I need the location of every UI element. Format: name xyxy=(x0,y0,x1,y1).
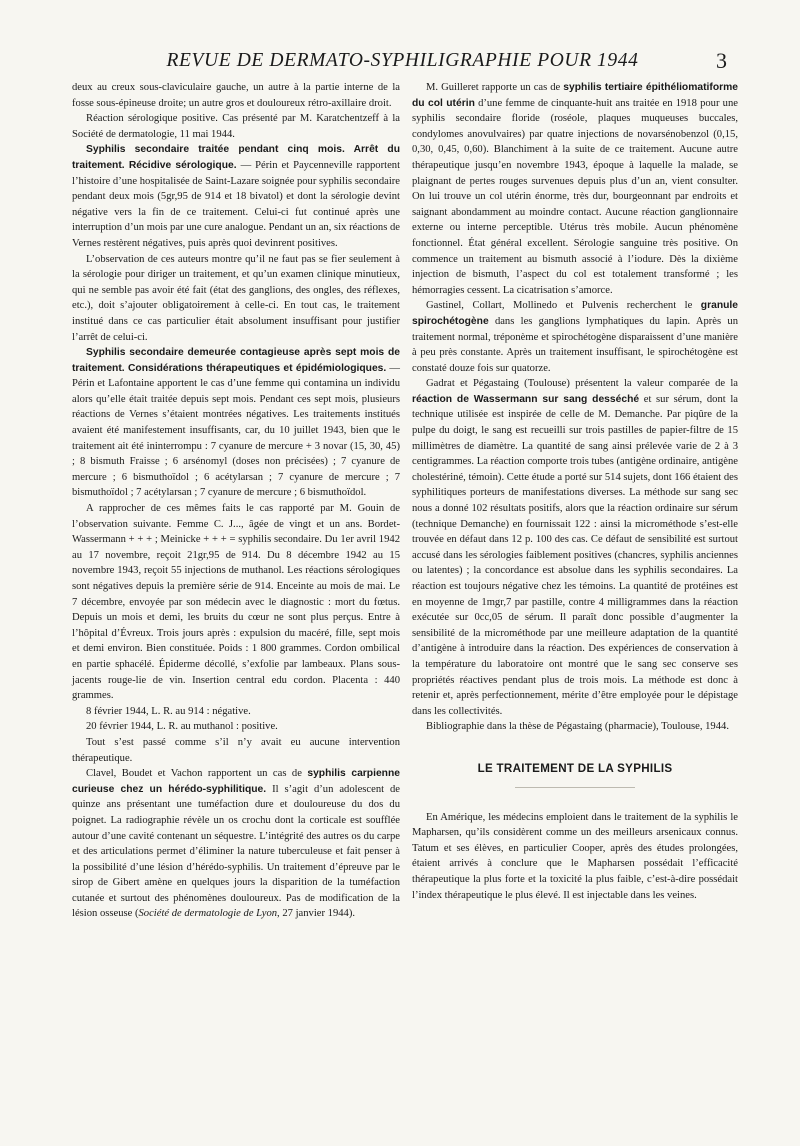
case-lead: Gadrat et Pégastaing (Toulouse) présentent la valeur comparée de la xyxy=(426,378,738,390)
case-title: syphilis tertiaire épithéliomatiforme du col utérin xyxy=(412,82,739,109)
case-text: d’une femme de cinquante-huit ans traitée en 1918 pour une syphilis secondaire floride (roséole, plaques muqueuses buccales, condylomes anovulvaires) par quatre injections de novarsénobenzol (0,15, 0,30, 0,45, 0,60). Blanchiment à la suite de ce traitement. Aucune autre thérapeutique jusqu’en novembre 1943, époque à laquelle la malade, se plaignant de pertes rouges survenues depuis plus d’un an, vient consulter. On lui trouve un col utérin énorme, très dur, bourgeonnant par endroits et saignant abondamment au moindre contact. Aucune réaction ganglionnaire externe ou interne perceptible. Utérus très mobile. Aucun phénomène fonctionnel. État général excellent. Sérologie sanguine très positive. On commence un traitement au bismuth associé à l’iodure. Dès la dixième injection de bismuth, l’aspect du col est totalement transformé ; les hémorragies cessent. La cicatrisation s’amorce. xyxy=(412,97,738,296)
paragraph: deux au creux sous-claviculaire gauche, un autre à la partie interne de la fosse sous-épineuse droite; un autre gros et douloureux rétro-axillaire droit. xyxy=(72,82,400,109)
case-lead: Gastinel, Collart, Mollinedo et Pulvenis recherchent le xyxy=(426,300,701,312)
case-title: syphilis carpienne curieuse chez un hérédo-syphilitique. xyxy=(72,768,400,795)
paragraph: 8 février 1944, L. R. au 914 : négative. xyxy=(86,705,251,717)
paragraph: L’observation de ces auteurs montre qu’il ne faut pas se fier seulement à la sérologie pour diriger un traitement, et qu’un examen clinique minutieux, qui ne semble pas avoir été fait (état des ganglions, des ongles, des réflexes, etc.), doit s’ajouter obligatoirement à celle-ci. En tout cas, le traitement institué dans ce cas particulier était absolument insuffisant pour justifier l’arrêt de celui-ci. xyxy=(72,253,400,343)
case-title: réaction de Wassermann sur sang desséché xyxy=(412,393,640,405)
paragraph xyxy=(412,298,738,376)
case-title: granule spirochétogène xyxy=(412,300,738,327)
case-text: — Périn et Lafontaine apportent le cas d’une femme qui contamina un individu alors qu’elle était traitée depuis sept mois. Pendant ces sept mois, plusieurs réactions de Vernes s’étaient montrées négatives. Les traitements institués avaient été manifestement insuffisants, car, du 10 juillet 1943, bien que le traitement ait été ininterrompu : 7 cyanure de mercure + 3 novar (15, 30, 45) ; 8 bismuth Fraisse ; 6 arsénomyl (doses non précisées) ; 7 cyanure de mercure ; 6 bismuthoïdol ; 6 acétylarsan ; 7 cyanure de mercure ; 7 bismuthoïdol ; 7 acétylarsan ; 7 cyanure de mercure ; 6 bismuthoïdol. xyxy=(72,362,400,499)
paragraph xyxy=(412,80,738,298)
running-title: REVUE DE DERMATO-SYPHILIGRAPHIE POUR 1944 xyxy=(166,50,639,71)
paragraph: En Amérique, les médecins emploient dans le traitement de la syphilis le Mapharsen, qu’ils considèrent comme un des meilleurs arsenicaux connus. Tatum et ses élèves, en particulier Cooper, après des études prolongées, étaient arrivés à conclure que le Mapharsen possédait l’efficacité thérapeutique la plus forte et la toxicité la plus faible, c’est-à-dire possédait l’index thérapeutique le plus élevé. Il est injectable dans les veines. xyxy=(412,811,738,901)
case-text: — Périn et Paycenneville rapportent l’histoire d’une hospitalisée de Saint-Lazare soignée pour syphilis secondaire pendant deux mois (5gr,95 de 914 et 18 bivatol) et dont la sérologie devint négative vers la fin de ce traitement. Celui-ci fut continué après une interruption d’un mois par une cure analogue. Pendant un an, six réactions de Vernes restèrent négatives, puis après quoi devinrent positives. xyxy=(72,159,401,249)
case-title: Syphilis secondaire traitée pendant cinq mois. Arrêt du traitement. Récidive sérologique. xyxy=(72,144,400,171)
paragraph: 20 février 1944, L. R. au muthanol : positive. xyxy=(86,721,278,733)
page-number: 3 xyxy=(716,48,727,73)
section-title: LE TRAITEMENT DE LA SYPHILIS xyxy=(412,761,738,788)
case-lead: Clavel, Boudet et Vachon rapportent un cas de xyxy=(86,768,308,780)
paragraph xyxy=(72,766,400,922)
case-lead: M. Guilleret rapporte un cas de xyxy=(426,82,564,93)
case-text-end: , 27 janvier 1944). xyxy=(277,908,356,920)
paragraph: Tout s’est passé comme s’il n’y avait eu aucune intervention thérapeutique. xyxy=(72,736,400,764)
paragraph xyxy=(72,142,400,251)
case-text: et sur sérum, dont la technique utilisée est inspirée de celle de M. Demanche. Par piqûre de la pulpe du doigt, le sang est recueilli sur trois pastilles de papier-filtre de 15 millimètres de diamètre. La quantité de sang ainsi prélevée varie de 2 à 3 centigrammes. La réaction comporte trois tubes (antigène ordinaire, antigène cholestériné, témoin). Cette étude a porté sur 514 sujets, dont 166 étaient des syphilitiques porteurs de manifestations diverses. La méthode sur sang sec nous a donné 102 résultats positifs, alors que la réaction ordinaire sur sérum (technique Demanche) en fournissait 122 : ainsi la microméthode s’est-elle trouvée en défaut dans 12 p. 100 des cas. Ce défaut de sensibilité est surtout accusé dans les sérologies faiblement positives (chancres, syphilis anciennes ou latentes) ; la concordance est absolue dans les syphilis secondaires. La réaction est toujours négative chez les témoins. La quantité de protéines est en moyenne de 1mgr,7 par pastille, contre 4 milligrammes dans la réaction exécutée sur 0cc,05 de sérum. Il paraît donc possible d’augmenter la sensibilité de la microméthode par une meilleure adaptation de la quantité d’antigène à introduire dans la réaction. Des expériences de conservation à la température du laboratoire ont montré que le sang sec conserve ses propriétés réactives pendant plus de trois mois. La méthode est donc à retenir et, après perfectionnement, mérite d’être employée pour le dépistage dans les collectivités. xyxy=(412,393,738,717)
case-text: Il s’agit d’un adolescent de quinze ans présentant une tuméfaction dure et douloureuse du dos du poignet. La radiographie révèle un os crochu dont la corticale est soufflée autour d’une cavité contenant un séquestre. L’intégrité des autres os du carpe et des articulations permet d’éliminer la nature tuberculeuse et fait penser à la possibilité d’une lésion d’hérédo-syphilis. Un traitement d’épreuve par le sirop de Gibert amène en quelques jours la disparition de la tuméfaction cutanée et surtout des phénomènes douloureux. Pas de modification de la lésion osseuse ( xyxy=(72,783,400,920)
left-column xyxy=(72,80,400,922)
paragraph xyxy=(72,345,400,501)
citation: Société de dermatologie de Lyon xyxy=(138,908,278,920)
right-column xyxy=(412,80,738,903)
bibliography-note: Bibliographie dans la thèse de Pégastaing (pharmacie), Toulouse, 1944. xyxy=(426,721,729,733)
case-text: dans les ganglions lymphatiques du lapin. Après un traitement normal, tréponème et spirochétogène disparaissent d’une manière à peu près constante. Après un traitement insuffisant, le spirochétogène est constaté douze fois sur quatorze. xyxy=(412,315,738,374)
paragraph: Réaction sérologique positive. Cas présenté par M. Karatchentzeff à la Société de dermatologie, 11 mai 1944. xyxy=(72,113,400,140)
paragraph: A rapprocher de ces mêmes faits le cas rapporté par M. Gouin de l’observation suivante. Femme C. J..., âgée de vingt et un ans. Bordet-Wassermann + + + ; Meinicke + + + = syphilis secondaire. Du 1er avril 1942 au 17 novembre, reçoit 21gr,95 de 914. Du 8 décembre 1942 au 15 novembre 1943, reçoit 55 injections de muthanol. Les réactions sérologiques sont négatives depuis la première série de 914. Enceinte au mois de mai. Le 7 décembre, envoyée par son médecin avec le diagnostic : mort du fœtus. Depuis un mois et demi, les bruits du cœur ne sont plus perçus. Entre à l’hôpital d’Évreux. Trois jours après : expulsion du macéré, fille, sept mois et demi environ. Bien constituée. Poids : 1 800 grammes. Cordon ombilical en partie sphacélé. Épiderme décollé, s’exfolie par lambeaux. Plans sous-jacents rouge-lie de vin. Insertion central edu cordon. Placenta : 440 grammes. xyxy=(72,503,400,702)
paragraph xyxy=(412,376,738,719)
case-title: Syphilis secondaire demeurée contagieuse après sept mois de traitement. Considérations thérapeutiques et épidémiologiques. xyxy=(72,347,400,374)
